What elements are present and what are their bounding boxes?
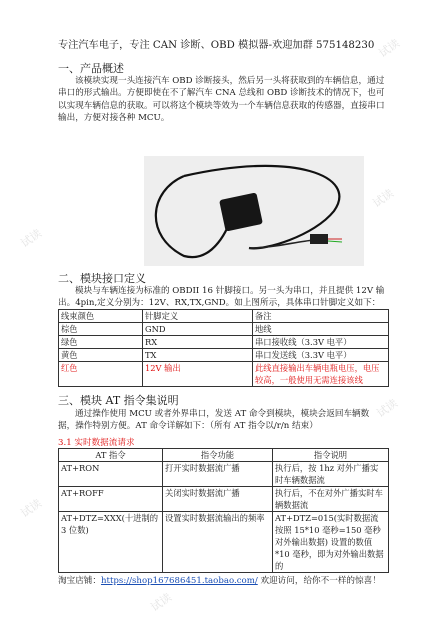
watermark: 试读 xyxy=(376,36,403,61)
watermark: 试读 xyxy=(370,186,397,211)
table-cell: 此线直接输出车辆电瓶电压，电压较高，一般使用无需连接该线 xyxy=(253,362,389,387)
watermark: 试读 xyxy=(18,226,45,251)
table-cell: 执行后，不在对外广播实时车辆数据流 xyxy=(273,487,389,512)
table-cell: 黄色 xyxy=(59,349,143,362)
interface-paragraph: 模块与车辆连接为标准的 OBDII 16 针脚接口。另一头为串口，并且提供 12V 输出。4pin,定义分别为：12V、RX,TX,GND。如上图所示，具体串口针脚定义如下： xyxy=(58,286,385,309)
subsection-title: 3.1 实时数据流请求 xyxy=(58,438,135,448)
table-cell: GND xyxy=(143,323,253,336)
footer-suffix: 欢迎访问，给你不一样的惊喜！ xyxy=(257,576,381,586)
header-cell: AT 指令 xyxy=(59,449,163,462)
table-cell: 串口接收线（3.3V 电平） xyxy=(253,336,389,349)
table-cell: RX xyxy=(143,336,253,349)
table-cell: 打开实时数据流广播 xyxy=(163,462,273,487)
table-cell: 关闭实时数据流广播 xyxy=(163,487,273,512)
shop-link[interactable]: https://shop167686451.taobao.com/ xyxy=(100,576,258,586)
table-cell: 地线 xyxy=(253,323,389,336)
table-cell: TX xyxy=(143,349,253,362)
table-cell: 设置实时数据流输出的频率 xyxy=(163,512,273,573)
table-row xyxy=(59,323,389,336)
table-cell: AT+DTZ=015(实时数据流按照 15*10 毫秒=150 毫秒对外输出数据) 设置的数值*10 毫秒，即为对外输出数据的 xyxy=(273,512,389,573)
watermark: 试读 xyxy=(148,590,175,615)
table-row-warning xyxy=(59,362,389,387)
watermark: 试读 xyxy=(18,496,45,521)
header-cell: 指令功能 xyxy=(163,449,273,462)
overview-paragraph: 该模块实现一头连接汽车 OBD 诊断接头，然后另一头将获取到的车辆信息，通过串口的形式输出。方便即使在不了解汽车 CNA 总线和 OBD 诊断技术的情况下，也可以实现车辆信息的获取。可以将这个模块等效为一个车辆信息获取的传感器，直接串口输出，方便对接各种 MCU。 xyxy=(58,76,385,124)
section-title-overview: 一、产品概述 xyxy=(58,62,124,75)
at-commands-paragraph: 通过操作使用 MCU 或者外界串口，发送 AT 命令到模块，模块会返回车辆数据，操作特别方便。AT 命令详解如下：（所有 AT 指令以/r/n 结束） xyxy=(58,409,370,432)
section-title-interface: 二、模块接口定义 xyxy=(58,272,146,285)
table-cell: AT+DTZ=XXX(十进制的 3 位数) xyxy=(59,512,163,573)
obd-cable-image xyxy=(144,156,364,266)
footer xyxy=(58,574,381,586)
header-cell: 备注 xyxy=(253,310,389,323)
table-cell: 执行后，按 1hz 对外广播实时车辆数据流 xyxy=(273,462,389,487)
watermark: 试读 xyxy=(374,396,401,421)
header-cell: 针脚定义 xyxy=(143,310,253,323)
section-title-at-commands: 三、模块 AT 指令集说明 xyxy=(58,394,179,407)
footer-prefix: 淘宝店铺： xyxy=(58,576,101,586)
header-cell: 指令说明 xyxy=(273,449,389,462)
table-row xyxy=(59,349,389,362)
table-cell: 串口发送线（3.3V 电平） xyxy=(253,349,389,362)
table-header-row xyxy=(59,310,389,323)
table-cell: AT+ROFF xyxy=(59,487,163,512)
table-cell: AT+RON xyxy=(59,462,163,487)
table-cell: 12V 输出 xyxy=(143,362,253,387)
table-header-row xyxy=(59,449,389,462)
table-cell: 棕色 xyxy=(59,323,143,336)
table-row xyxy=(59,487,389,512)
table-cell: 绿色 xyxy=(59,336,143,349)
product-photo xyxy=(144,156,364,266)
table-row xyxy=(59,336,389,349)
pin-definition-table xyxy=(58,309,389,387)
at-command-table xyxy=(58,448,389,573)
table-row xyxy=(59,512,389,573)
table-cell: 红色 xyxy=(59,362,143,387)
header-cell: 线束颜色 xyxy=(59,310,143,323)
page-header: 专注汽车电子，专注 CAN 诊断、OBD 模拟器-欢迎加群 575148230 xyxy=(58,40,375,51)
table-row xyxy=(59,462,389,487)
